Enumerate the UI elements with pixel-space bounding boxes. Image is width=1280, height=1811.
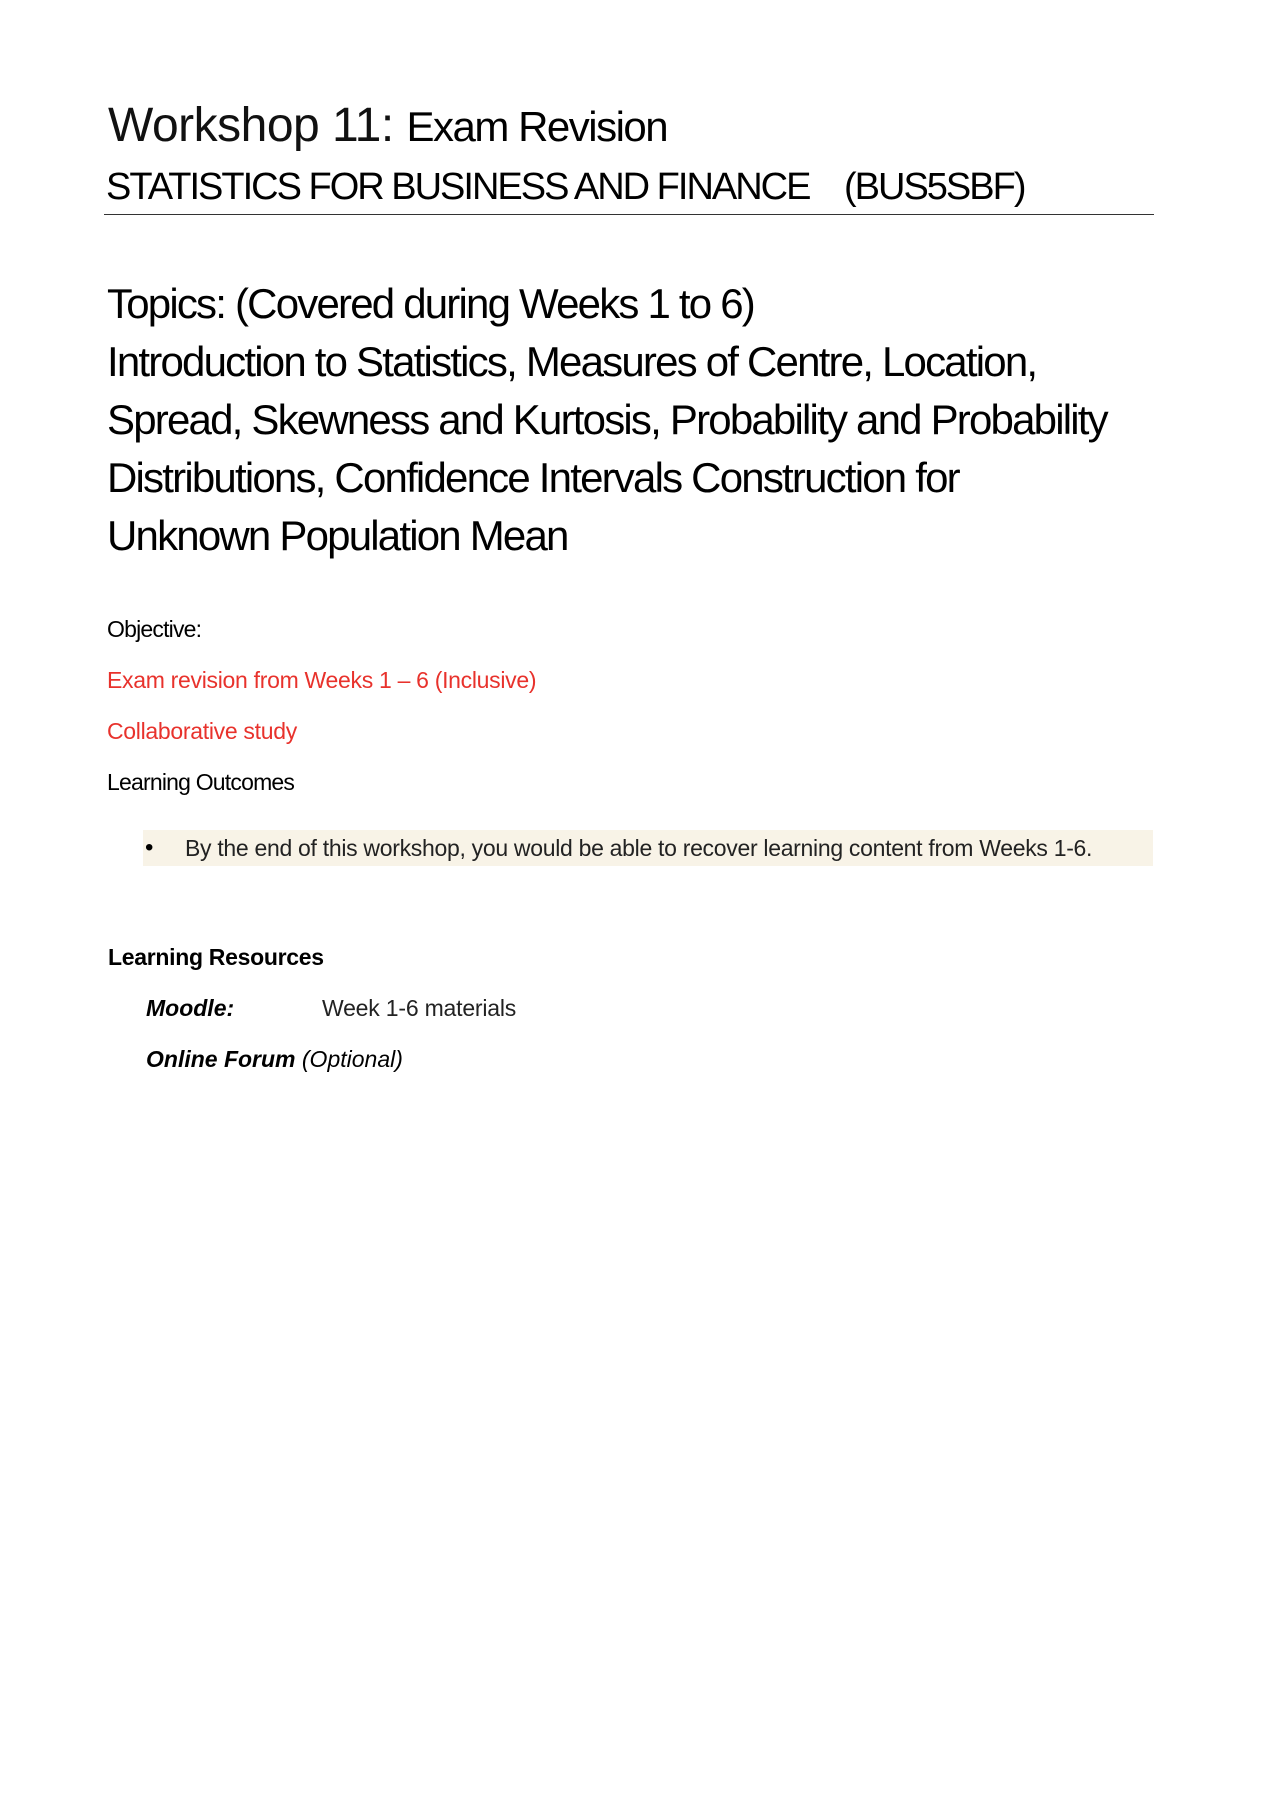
topics-line: Introduction to Statistics, Measures of Centre, Location, (107, 338, 1037, 385)
course-heading (106, 162, 1025, 212)
course-name: STATISTICS FOR BUSINESS AND FINANCE (106, 166, 810, 208)
topics-block (107, 275, 1177, 565)
online-forum-note: (Optional) (301, 1046, 403, 1072)
topics-line: Distributions, Confidence Intervals Construction for (107, 454, 959, 501)
resource-online-forum (146, 1044, 403, 1074)
topics-line: Spread, Skewness and Kurtosis, Probability and Probability (107, 396, 1107, 443)
objective-item: Exam revision from Weeks 1 – 6 (Inclusive) (107, 667, 537, 693)
online-forum-label: Online Forum (146, 1046, 296, 1072)
course-code: (BUS5SBF) (844, 166, 1025, 208)
workshop-title (108, 96, 667, 157)
moodle-value: Week 1-6 materials (322, 995, 517, 1021)
learning-outcomes-label: Learning Outcomes (107, 769, 295, 795)
topics-line: Topics: (Covered during Weeks 1 to 6) (107, 280, 754, 327)
objective-item: Collaborative study (107, 718, 297, 744)
learning-outcome-text: By the end of this workshop, you would be able to recover learning content from Weeks 1-6. (185, 835, 1093, 861)
header-divider (104, 214, 1154, 215)
learning-outcome-item (143, 830, 1153, 866)
resource-moodle (146, 993, 517, 1023)
objective-label: Objective: (107, 616, 202, 642)
moodle-label: Moodle: (146, 995, 235, 1021)
topics-line: Unknown Population Mean (107, 512, 568, 559)
bullet-icon: • (145, 834, 154, 861)
workshop-topic: Exam Revision (406, 103, 668, 150)
learning-resources-heading: Learning Resources (108, 944, 324, 970)
workshop-number: Workshop 11: (108, 99, 394, 152)
